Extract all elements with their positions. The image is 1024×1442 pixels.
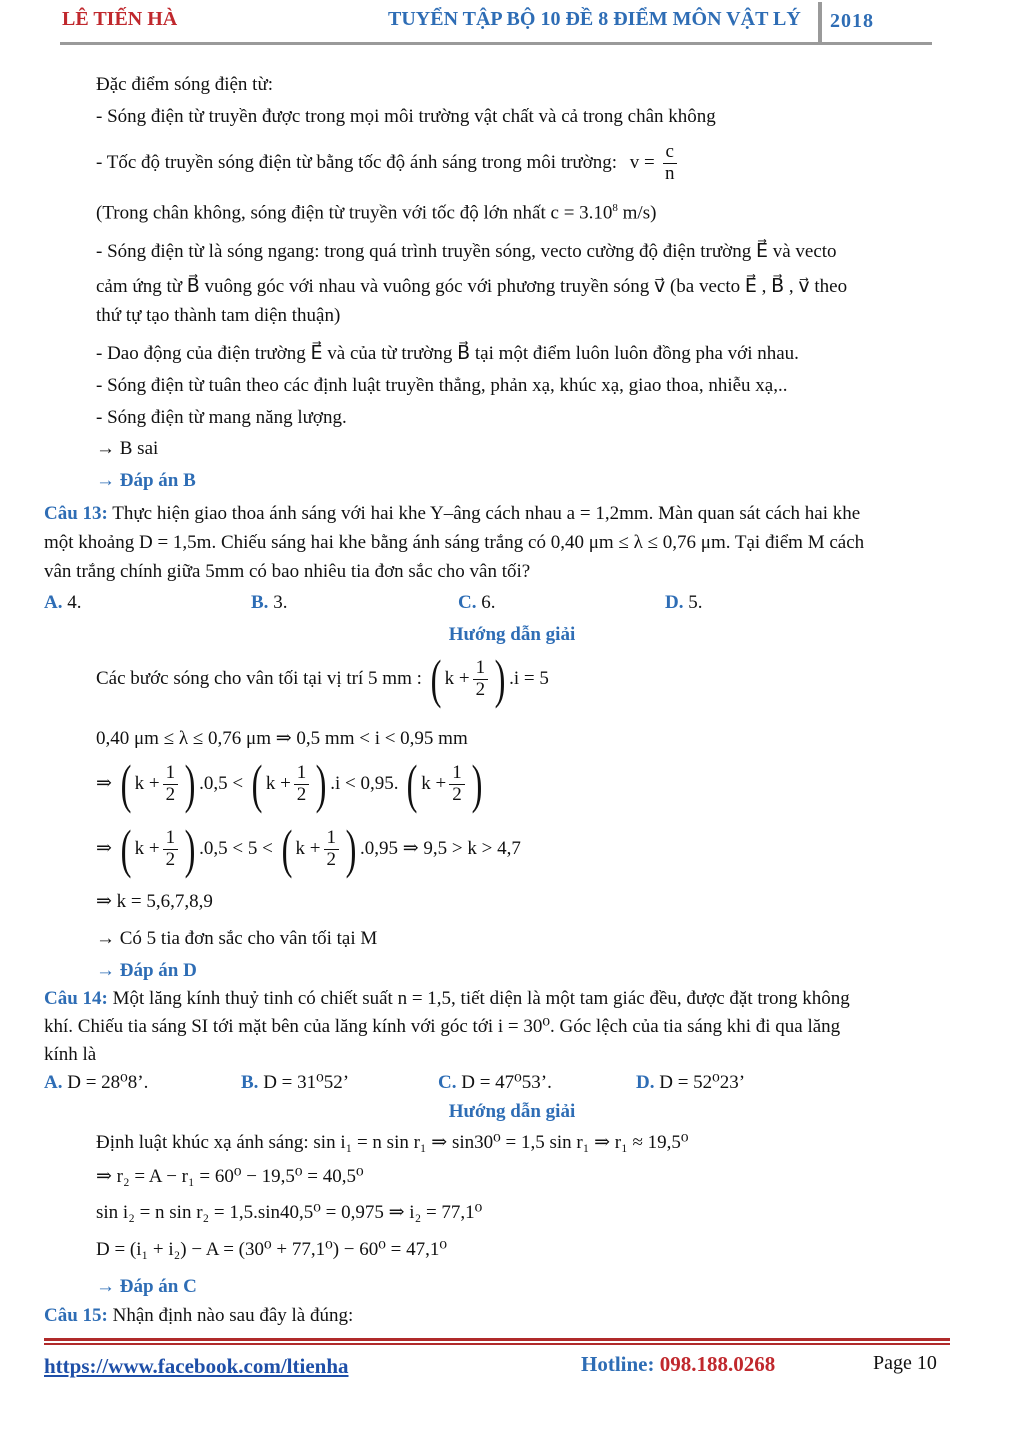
q13-option-a-key: A.	[44, 592, 63, 613]
q13-option-d-key: D.	[665, 592, 684, 613]
q13-option-c	[458, 592, 495, 615]
intro-heading: Đặc điểm sóng điện từ:	[96, 74, 274, 95]
q13-option-a	[44, 592, 81, 615]
q14-step-1: Định luật khúc xạ ánh sáng: sin i₁ = n sin r₁ ⇒ sin30⁰ = 1,5 sin r₁ ⇒ r₁ ≈ 19,5⁰	[96, 1132, 689, 1153]
fraction-denominator: 2	[165, 783, 176, 805]
q13-step-6: → Có 5 tia đơn sắc cho vân tối tại M	[96, 928, 378, 949]
q13-step-4-mid: .0,5 < 5 <	[199, 837, 273, 859]
q15-line	[44, 1305, 353, 1328]
q13-step-4	[96, 819, 521, 879]
intro-answer: → Đáp án B	[96, 470, 196, 491]
intro-line-5: - Sóng điện từ là sóng ngang: trong quá trình truyền sóng, vecto cường độ điện trường E⃗ và vecto	[96, 241, 837, 262]
q14-label: Câu 14:	[44, 988, 108, 1009]
footer-rule-top	[44, 1338, 950, 1341]
paren-open: (	[406, 754, 418, 814]
q13-step-3-right: .i < 0,95.	[330, 772, 399, 794]
fraction-one-half	[473, 658, 489, 701]
intro-line-4	[96, 202, 656, 225]
q13-line-2: một khoảng D = 1,5m. Chiếu sáng hai khe bằng ánh sáng trắng có 0,40 μm ≤ λ ≤ 0,76 μm. Tại điểm M cách	[44, 532, 865, 553]
q13-step-5: ⇒ k = 5,6,7,8,9	[96, 891, 213, 912]
k-plus: k +	[295, 837, 321, 859]
intro-line-3	[96, 142, 680, 185]
k-plus: k +	[134, 772, 160, 794]
q13-option-c-value: 6.	[476, 592, 496, 613]
q13-line-3: vân trắng chính giữa 5mm có bao nhiêu tia đơn sắc cho vân tối?	[44, 561, 531, 582]
header-divider	[818, 2, 822, 44]
q14-option-c-value: D = 47⁰53’.	[456, 1072, 552, 1093]
q14-option-d-value: D = 52⁰23’	[654, 1072, 746, 1093]
q14-option-d	[636, 1072, 745, 1095]
q14-line-1	[44, 988, 850, 1011]
q15-label: Câu 15:	[44, 1305, 108, 1326]
paren-open: (	[281, 819, 292, 879]
intro-line-6: cảm ứng từ B⃗ vuông góc với nhau và vuông góc với phương truyền sóng v⃗ (ba vecto E⃗ , B⃗ , v⃗ theo	[96, 276, 848, 297]
q14-option-c-key: C.	[438, 1072, 457, 1093]
fraction-denominator: n	[664, 162, 675, 184]
footer-rule-bottom	[44, 1343, 950, 1345]
q13-guide-heading: Hướng dẫn giải	[448, 624, 576, 645]
q13-option-b-value: 3.	[268, 592, 288, 613]
fraction-denominator: 2	[296, 783, 307, 805]
q13-step-1-tail: .i = 5	[509, 667, 549, 689]
k-plus: k +	[134, 837, 160, 859]
paren-open: (	[120, 819, 132, 879]
intro-exponent: 8	[612, 202, 618, 214]
fraction-denominator: 2	[326, 848, 336, 870]
header-author: LÊ TIẾN HÀ	[62, 8, 178, 30]
paren-close: )	[184, 819, 196, 879]
paren-open: (	[251, 754, 263, 814]
intro-line-8: - Dao động của điện trường E⃗ và của từ trường B⃗ tại một điểm luôn luôn đồng pha với nhau.	[96, 343, 799, 364]
intro-line-2: - Sóng điện từ truyền được trong mọi môi trường vật chất và cả trong chân không	[96, 106, 716, 127]
implies-symbol: ⇒	[96, 837, 112, 859]
q14-step-3: sin i₂ = n sin r₂ = 1,5.sin40,5⁰ = 0,975 ⇒ i₂ = 77,1⁰	[96, 1202, 483, 1223]
fraction-numerator: 1	[163, 763, 179, 785]
intro-line-4-text: (Trong chân không, sóng điện từ truyền với tốc độ lớn nhất c = 3.10	[96, 202, 613, 224]
fraction-one-half	[324, 828, 340, 871]
intro-line-9: - Sóng điện từ tuân theo các định luật truyền thẳng, phản xạ, khúc xạ, giao thoa, nhiễu xạ,..	[96, 375, 788, 396]
q13-step-1	[96, 649, 549, 709]
q13-step-3	[96, 754, 486, 814]
fraction-numerator: 1	[473, 658, 489, 680]
fraction-one-half	[163, 763, 179, 806]
intro-line-10: - Sóng điện từ mang năng lượng.	[96, 407, 347, 428]
q14-option-b-value: D = 31⁰52’	[258, 1072, 350, 1093]
fraction-one-half	[449, 763, 465, 806]
intro-fraction-c-over-n	[663, 142, 677, 185]
q14-option-b-key: B.	[241, 1072, 259, 1093]
page-header	[0, 0, 1024, 48]
paren-close: )	[184, 754, 196, 814]
q13-step-4-right: .0,95 ⇒ 9,5 > k > 4,7	[359, 837, 521, 859]
paren-close: )	[494, 649, 506, 709]
fraction-numerator: c	[663, 142, 677, 164]
q15-text: Nhận định nào sau đây là đúng:	[107, 1305, 354, 1326]
q13-option-c-key: C.	[458, 592, 477, 613]
paren-open: (	[120, 754, 132, 814]
q14-option-a-value: D = 28⁰8’.	[62, 1072, 149, 1093]
hotline-label: Hotline:	[581, 1352, 655, 1376]
fraction-one-half	[294, 763, 310, 806]
q13-label: Câu 13:	[44, 503, 108, 524]
paren-close: )	[315, 754, 327, 814]
q13-option-b	[251, 592, 287, 615]
fraction-numerator: 1	[449, 763, 465, 785]
fraction-denominator: 2	[475, 678, 486, 700]
q14-guide-heading: Hướng dẫn giải	[448, 1101, 576, 1122]
q14-line-2: khí. Chiếu tia sáng SI tới mặt bên của lăng kính với góc tới i = 30⁰. Góc lệch của tia sáng khi đi qua lăng	[44, 1016, 841, 1037]
q14-step-2: ⇒ r₂ = A − r₁ = 60⁰ − 19,5⁰ = 40,5⁰	[96, 1166, 364, 1187]
fraction-one-half	[163, 828, 179, 871]
paren-close: )	[345, 819, 357, 879]
q13-option-d-value: 5.	[683, 592, 703, 613]
q14-answer: → Đáp án C	[96, 1276, 197, 1297]
q14-option-b	[241, 1072, 349, 1095]
intro-line-3-text: - Tốc độ truyền sóng điện từ bằng tốc độ ánh sáng trong môi trường:	[96, 151, 618, 173]
q13-step-3-mid: .0,5 <	[199, 772, 244, 794]
intro-line-4-unit: m/s)	[617, 202, 657, 224]
q14-option-a	[44, 1072, 148, 1095]
hotline	[581, 1352, 775, 1377]
paren-close: )	[471, 754, 483, 814]
fraction-denominator: 2	[165, 848, 176, 870]
header-year: 2018	[830, 10, 874, 32]
intro-line-7: thứ tự tạo thành tam diện thuận)	[96, 305, 341, 326]
q13-option-b-key: B.	[251, 592, 269, 613]
fraction-denominator: 2	[452, 783, 462, 805]
k-plus: k +	[265, 772, 291, 794]
q13-step-2: 0,40 μm ≤ λ ≤ 0,76 μm ⇒ 0,5 mm < i < 0,95 mm	[96, 728, 468, 749]
intro-conclusion: → B sai	[96, 438, 159, 459]
q13-option-a-value: 4.	[62, 592, 82, 613]
q13-step-1-text: Các bước sóng cho vân tối tại vị trí 5 mm :	[96, 667, 422, 689]
page-number: Page 10	[873, 1352, 937, 1374]
hotline-number: 098.188.0268	[659, 1352, 776, 1376]
header-rule	[60, 42, 932, 45]
fraction-numerator: 1	[163, 828, 179, 850]
implies-symbol: ⇒	[96, 772, 112, 794]
q14-line-3: kính là	[44, 1044, 97, 1065]
k-plus: k +	[421, 772, 447, 794]
facebook-link[interactable]: https://www.facebook.com/ltienha	[44, 1354, 349, 1378]
paren-open: (	[430, 649, 442, 709]
q13-option-d	[665, 592, 702, 615]
intro-formula-lhs: v =	[629, 151, 655, 173]
q14-option-a-key: A.	[44, 1072, 63, 1093]
q14-step-4: D = (i₁ + i₂) − A = (30⁰ + 77,1⁰) − 60⁰ = 47,1⁰	[96, 1239, 447, 1260]
q13-answer: → Đáp án D	[96, 960, 197, 981]
fraction-numerator: 1	[324, 828, 340, 850]
header-title: TUYỂN TẬP BỘ 10 ĐỀ 8 ĐIỂM MÔN VẬT LÝ	[388, 8, 801, 30]
q14-option-d-key: D.	[636, 1072, 655, 1093]
q13-line-1	[44, 503, 860, 526]
q14-text-1: Một lăng kính thuỷ tinh có chiết suất n = 1,5, tiết diện là một tam giác đều, được đặt trong không	[107, 988, 850, 1009]
q14-option-c	[438, 1072, 552, 1095]
fraction-numerator: 1	[294, 763, 310, 785]
q13-text-1: Thực hiện giao thoa ánh sáng với hai khe Y–âng cách nhau a = 1,2mm. Màn quan sát cách hai khe	[107, 503, 861, 524]
k-plus: k +	[444, 667, 470, 689]
